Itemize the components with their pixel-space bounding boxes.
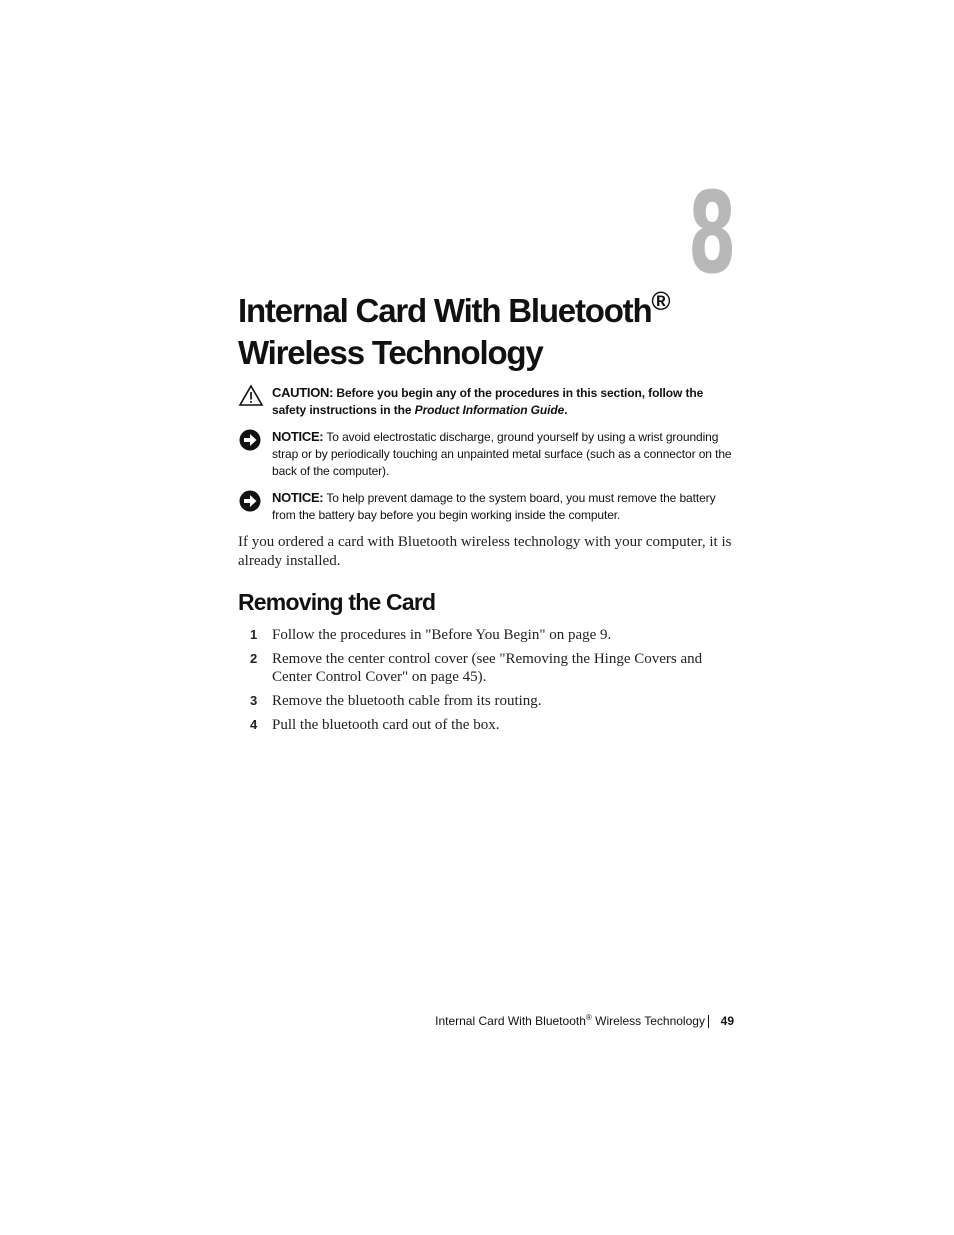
notice-label: NOTICE:	[272, 429, 324, 444]
step-text: Remove the bluetooth cable from its routing.	[272, 693, 542, 709]
step-item	[238, 716, 738, 734]
footer-title-end: Wireless Technology	[591, 1014, 705, 1028]
notice-text	[272, 489, 738, 524]
intro-paragraph: If you ordered a card with Bluetooth wireless technology with your computer, it is already installed.	[238, 534, 732, 569]
chapter-title	[238, 286, 758, 374]
step-item	[238, 692, 738, 710]
page-footer	[435, 1013, 734, 1028]
caution-text	[272, 384, 738, 419]
notice-arrow-icon	[238, 428, 264, 452]
notice-arrow-icon	[238, 489, 264, 513]
title-line-2: Wireless Technology	[238, 334, 543, 371]
caution-label: CAUTION:	[272, 385, 334, 400]
guide-name: Product Information Guide	[414, 403, 565, 417]
step-number: 3	[250, 693, 258, 708]
step-number: 2	[250, 651, 258, 666]
step-number: 4	[250, 717, 258, 732]
registered-mark: ®	[651, 286, 671, 316]
chapter-number: 8	[688, 169, 736, 299]
caution-body: Before you begin any of the procedures in this section, follow the safety instructions in the	[272, 386, 704, 417]
step-text: Remove the center control cover (see "Removing the Hinge Covers and Center Control Cover" on page 45).	[272, 651, 703, 685]
notice-electrostatic	[238, 428, 738, 480]
notice-battery	[238, 489, 738, 524]
procedure-steps	[238, 626, 738, 740]
notice-label: NOTICE:	[272, 490, 324, 505]
notice-body: To avoid electrostatic discharge, ground yourself by using a wrist grounding strap or by periodically touching an unpainted metal surface (such as a connector on the back of the computer).	[272, 430, 732, 478]
title-line-1	[238, 286, 758, 332]
step-item	[238, 650, 738, 686]
page-number: 49	[720, 1014, 734, 1028]
step-number: 1	[250, 627, 258, 642]
caution-note	[238, 384, 738, 419]
footer-registered-mark: ®	[585, 1013, 592, 1022]
footer-title: Internal Card With Bluetooth	[435, 1014, 586, 1028]
footer-divider	[708, 1015, 709, 1028]
section-heading: Removing the Card	[238, 589, 436, 615]
step-text: Follow the procedures in "Before You Begin" on page 9.	[272, 627, 612, 643]
notice-text	[272, 428, 738, 480]
step-text: Pull the bluetooth card out of the box.	[272, 717, 500, 733]
step-item	[238, 626, 738, 644]
caution-end: .	[564, 403, 568, 417]
notice-body: To help prevent damage to the system board, you must remove the battery from the battery bay before you begin working inside the computer.	[272, 491, 716, 522]
warning-triangle-icon	[238, 384, 264, 408]
title-text: Internal Card With Bluetooth	[238, 292, 652, 329]
